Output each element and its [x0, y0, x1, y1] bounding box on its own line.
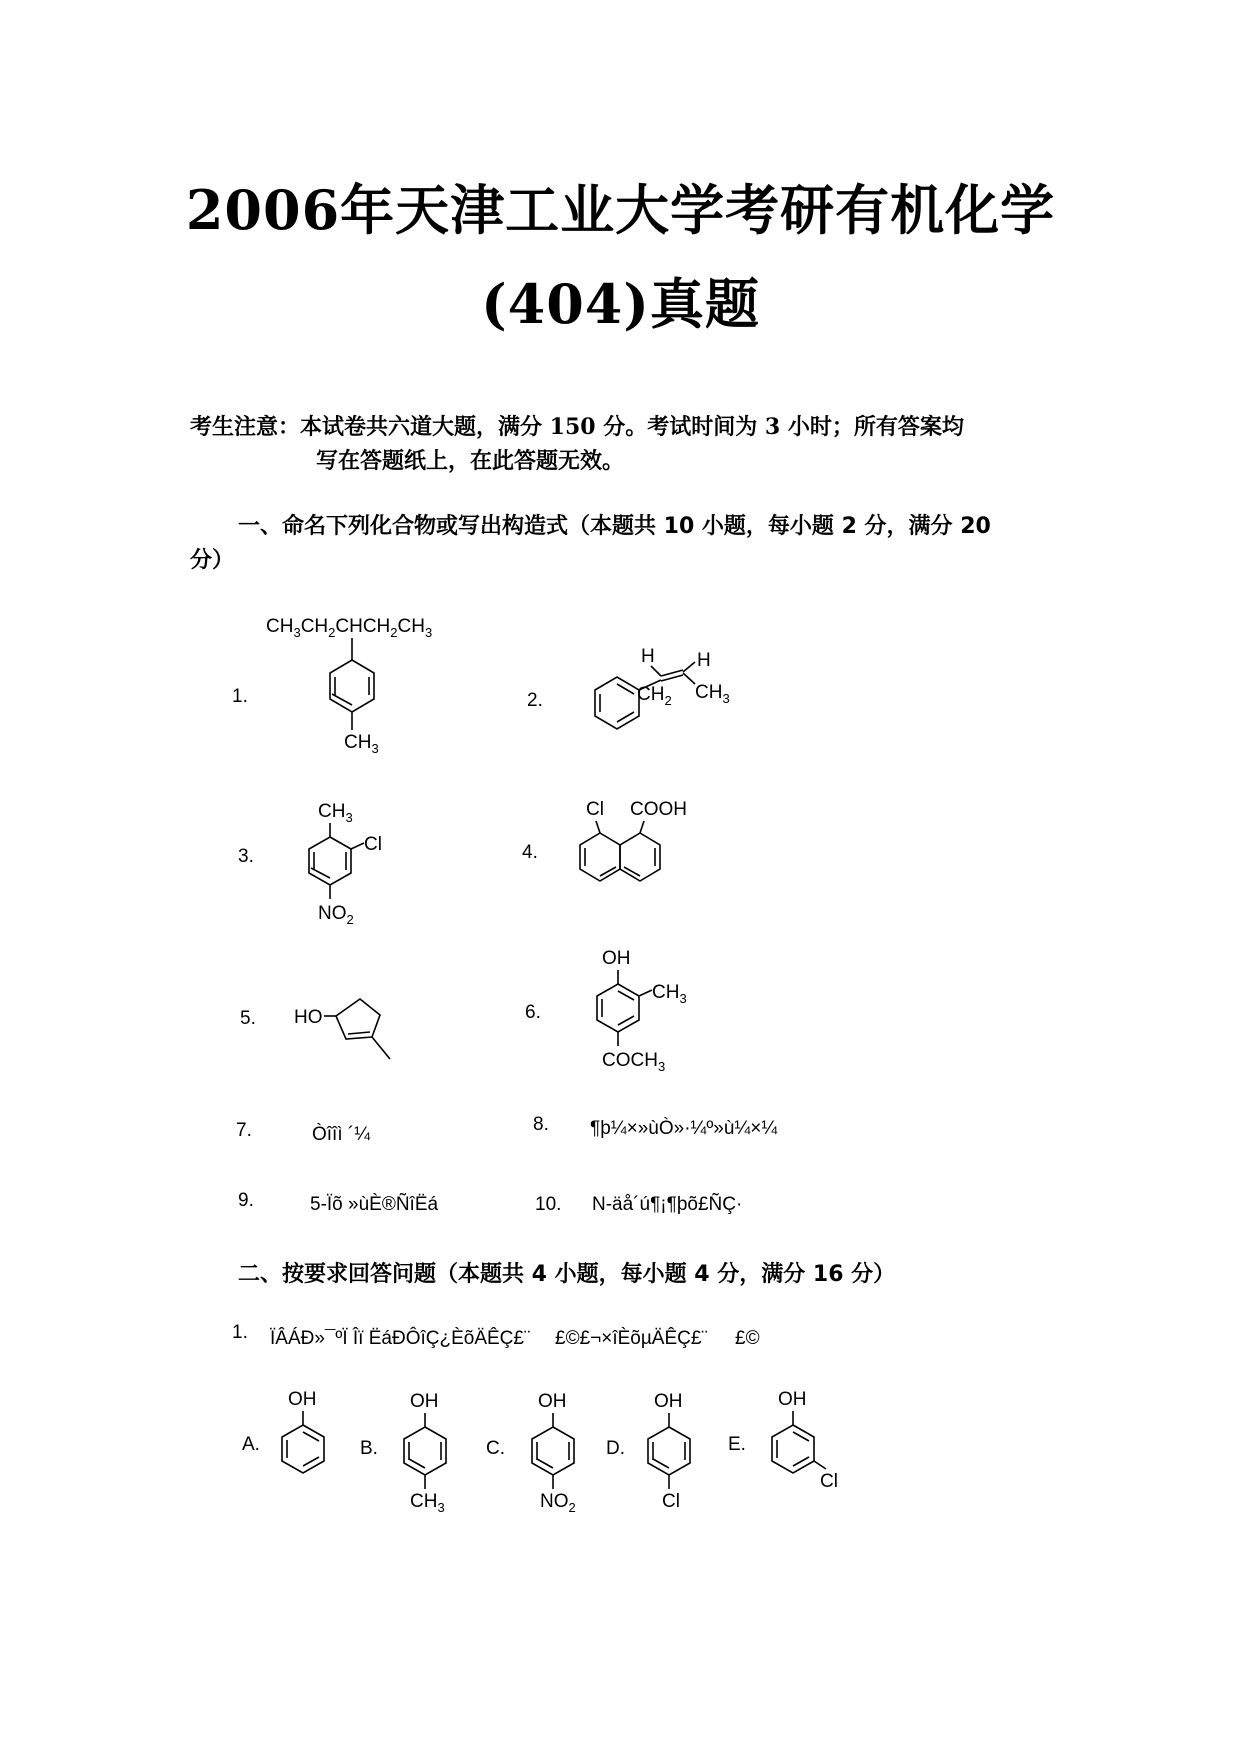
section1-heading — [238, 510, 1068, 544]
item-1-label-methyl: $CH_3$ — [344, 732, 379, 756]
option-d-label-cl: Cl — [662, 1491, 680, 1512]
q1-text-c: £© — [735, 1328, 760, 1349]
item-6-structure — [590, 940, 720, 1080]
option-e-letter: E. — [728, 1434, 746, 1455]
q1-text-a: ÏÂÁÐ»¯ºÏ Îï ËáÐÔîÇ¿ÈõÄÊÇ£¨ — [270, 1328, 531, 1349]
option-b-letter: B. — [360, 1438, 378, 1459]
item-2-structure — [565, 640, 765, 740]
item-1-number: 1. — [232, 686, 248, 707]
item-10-number: 10. — [535, 1194, 562, 1215]
item-6-label-oh: OH — [602, 948, 631, 969]
option-b-label-oh: OH — [410, 1391, 439, 1412]
item-9-number: 9. — [238, 1190, 254, 1211]
option-c-structure — [520, 1385, 600, 1515]
option-a-label-oh: OH — [288, 1389, 317, 1410]
option-d-structure — [636, 1385, 716, 1515]
exam-notice — [190, 410, 1070, 478]
item-7-number: 7. — [236, 1120, 252, 1141]
item-8-text: ¶þ¼×»ùÒ»·¼º»ù¼×¼ — [590, 1118, 778, 1139]
item-3-number: 3. — [238, 846, 254, 867]
item-3-structure — [290, 795, 420, 925]
option-e-label-oh: OH — [778, 1389, 807, 1410]
option-d-label-oh: OH — [654, 1391, 683, 1412]
option-e-label-cl: Cl — [820, 1471, 838, 1492]
item-5-label-ho: HO — [294, 1007, 323, 1028]
item-10-text: N-äå´ú¶¡¶þõ£ÑÇ· — [592, 1194, 743, 1215]
item-3-label-cl: Cl — [364, 834, 382, 855]
item-2-label-ch3: $CH_3$ — [695, 682, 730, 706]
item-3-label-ch3: $CH_3$ — [318, 801, 353, 825]
item-3-label-no2: $NO_2$ — [318, 903, 354, 925]
item-2-label-ch2: $CH_2$ — [637, 684, 672, 708]
option-c-label-oh: OH — [538, 1391, 567, 1412]
option-d-letter: D. — [606, 1438, 625, 1459]
item-6-label-coch3: $COCH_3$ — [602, 1050, 666, 1074]
option-b-structure — [392, 1385, 472, 1515]
section2-heading: 二、按要求回答问题（本题共 4 小题，每小题 4 分，满分 16 分） — [238, 1262, 896, 1287]
item-6-label-ch3: $CH_3$ — [652, 982, 687, 1006]
item-5-structure — [290, 975, 420, 1065]
item-4-label-cooh: COOH — [630, 799, 687, 820]
q1-number: 1. — [232, 1322, 248, 1343]
section1-heading-line2: 分） — [190, 548, 235, 573]
item-2-label-h2: H — [697, 650, 711, 671]
item-5-number: 5. — [240, 1008, 256, 1029]
item-2-label-h1: H — [641, 646, 655, 667]
option-c-letter: C. — [486, 1438, 505, 1459]
item-7-text: Òîîì ´¼ — [312, 1124, 371, 1145]
notice-line-1: 考生注意：本试卷共六道大题，满分 150 分。考试时间为 3 小时；所有答案均 — [190, 414, 964, 440]
section1-heading-line1: 一、命名下列化合物或写出构造式（本题共 10 小题，每小题 2 分，满分 20 — [238, 514, 991, 539]
item-1-structure — [260, 608, 480, 758]
page-subtitle: (404)真题 — [481, 272, 760, 336]
option-b-label-ch3: $CH_3$ — [410, 1491, 445, 1515]
item-4-structure — [560, 795, 710, 895]
item-6-number: 6. — [525, 1002, 541, 1023]
item-1-label-chain: $CH_3CH_2CHCH_2CH_3$ — [266, 616, 433, 640]
page-title: 2006年天津工业大学考研有机化学 — [185, 178, 1056, 242]
q1-text-b: £©£¬×îÈõµÄÊÇ£¨ — [555, 1328, 708, 1349]
option-a-letter: A. — [242, 1434, 260, 1455]
option-a-structure — [270, 1385, 340, 1485]
item-8-number: 8. — [533, 1114, 549, 1135]
item-9-text: 5-Ïõ »ùÈ®ÑîËá — [310, 1194, 439, 1215]
option-e-structure — [760, 1383, 860, 1493]
item-4-number: 4. — [522, 842, 538, 863]
option-c-label-no2: $NO_2$ — [540, 1491, 576, 1515]
item-2-number: 2. — [527, 690, 543, 711]
notice-line-2: 写在答题纸上，在此答题无效。 — [316, 448, 625, 474]
item-4-label-cl: Cl — [586, 799, 604, 820]
